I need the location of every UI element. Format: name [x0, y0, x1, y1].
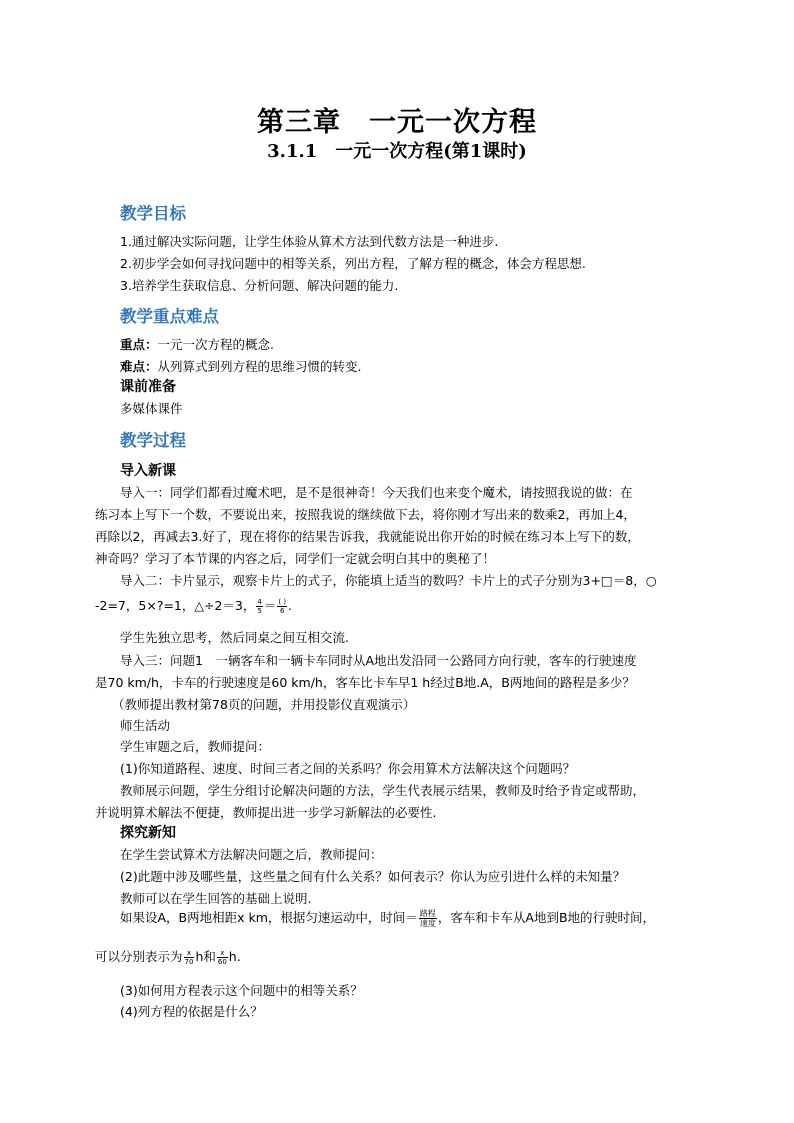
prep-text: 多媒体课件 — [120, 401, 183, 416]
explore-line-3: 教师可以在学生回答的基础上说明. — [120, 891, 312, 906]
intro1-line-3: 再除以2，再减去3.好了，现在将你的结果告诉我，我就能说出你开始的时候在练习本上写下的数， — [95, 529, 640, 544]
difficulty-label: 难点： — [120, 359, 158, 374]
explore-line-2: (2)此题中涉及哪些量，这些量之间有什么关系？如何表示？你认为应引进什么样的未知量？ — [120, 869, 626, 884]
assume-text-b: ，客车和卡车从A地到B地的行驶时间， — [437, 910, 656, 925]
activity-line-3: 教师展示问题，学生分组讨论解决问题的方法，学生代表展示结果，教师及时给予肯定或帮助， — [120, 783, 646, 798]
activity-label: 师生活动 — [120, 718, 171, 733]
question-3: (3)如何用方程表示这个问题中的相等关系？ — [120, 983, 363, 998]
key-label: 重点： — [120, 337, 158, 352]
lesson-subtitle: 3.1.1 一元一次方程(第1课时) — [267, 141, 527, 162]
objective-2: 2.初步学会如何寻找问题中的相等关系，列出方程，了解方程的概念，体会方程思想. — [120, 256, 586, 271]
explore-heading: 探究新知 — [120, 825, 176, 841]
fraction-distance-speed: $\frac{\text{路程}}{\text{速度}}$ — [419, 909, 436, 928]
intro2-line-2 — [95, 596, 292, 615]
chapter-title: 第三章 一元一次方程 — [257, 107, 537, 138]
repr-h-end: h. — [228, 949, 241, 964]
prep-heading: 课前准备 — [120, 379, 176, 395]
key-point-line — [120, 335, 274, 353]
difficulty-line — [120, 357, 362, 375]
think-line: 学生先独立思考，然后同桌之间互相交流. — [120, 630, 349, 645]
objectives-heading: 教学目标 — [120, 204, 186, 223]
time-expression-line — [95, 947, 241, 966]
objective-3: 3.培养学生获取信息、分析问题、解决问题的能力. — [120, 278, 399, 293]
intro1-line-4: 神奇吗？学习了本节课的内容之后，同学们一定就会明白其中的奥秘了！ — [95, 551, 496, 566]
fraction-4-5: $\frac{4}{5}$ — [257, 598, 262, 615]
intro-heading: 导入新课 — [120, 463, 176, 479]
key-points-heading: 教学重点难点 — [120, 307, 219, 326]
equals-sign: ＝ — [263, 598, 277, 613]
intro2-line-1: 导入二：卡片显示，观察卡片上的式子，你能填上适当的数吗？卡片上的式子分别为3+□＝8，○ — [120, 573, 657, 588]
fraction-blank-6: $\frac{( )}{6}$ — [278, 598, 287, 615]
intro1-line-1: 导入一：同学们都看过魔术吧，是不是很神奇！今天我们也来变个魔术，请按照我说的做：在 — [120, 485, 633, 500]
intro3-line-2: 是70 km/h，卡车的行驶速度是60 km/h，客车比卡车早1 h经过B地.A，B两地间的路程是多少？ — [95, 675, 635, 690]
intro1-line-2: 练习本上写下一个数，不要说出来，按照我说的继续做下去，将你刚才写出来的数乘2，再加上4， — [95, 507, 636, 522]
activity-line-4: 并说明算术解法不便捷，教师提出进一步学习新解法的必要性. — [95, 805, 437, 820]
difficulty-text: 从列算式到列方程的思维习惯的转变. — [157, 359, 362, 374]
intro3-line-3: （教师提出教材第78页的问题，并用投影仪直观演示） — [112, 697, 416, 712]
process-heading: 教学过程 — [120, 431, 186, 450]
assume-text-a: 如果设A，B两地相距x km，根据匀速运动中，时间＝ — [120, 910, 418, 925]
activity-line-1: 学生审题之后，教师提问： — [120, 739, 271, 754]
assume-line — [120, 908, 655, 928]
key-text: 一元一次方程的概念. — [157, 337, 274, 352]
question-4: (4)列方程的依据是什么？ — [120, 1004, 263, 1019]
activity-line-2: (1)你知道路程、速度、时间三者之间的关系吗？你会用算术方法解决这个问题吗？ — [120, 761, 576, 776]
explore-line-1: 在学生尝试算术方法解决问题之后，教师提问： — [120, 847, 383, 862]
repr-text: 可以分别表示为 — [95, 949, 183, 964]
intro2-equations: -2=7，5×?=1，△÷2＝3， — [95, 598, 256, 613]
period: . — [288, 598, 293, 613]
objective-1: 1.通过解决实际问题，让学生体验从算术方法到代数方法是一种进步. — [120, 234, 499, 249]
repr-h-and: h和 — [195, 949, 216, 964]
intro3-line-1: 导入三：问题1 一辆客车和一辆卡车同时从A地出发沿同一公路同方向行驶，客车的行驶速度 — [120, 653, 637, 668]
fraction-x-60: $\frac{x}{60}$ — [217, 949, 227, 966]
fraction-x-70: $\frac{x}{70}$ — [184, 949, 194, 966]
